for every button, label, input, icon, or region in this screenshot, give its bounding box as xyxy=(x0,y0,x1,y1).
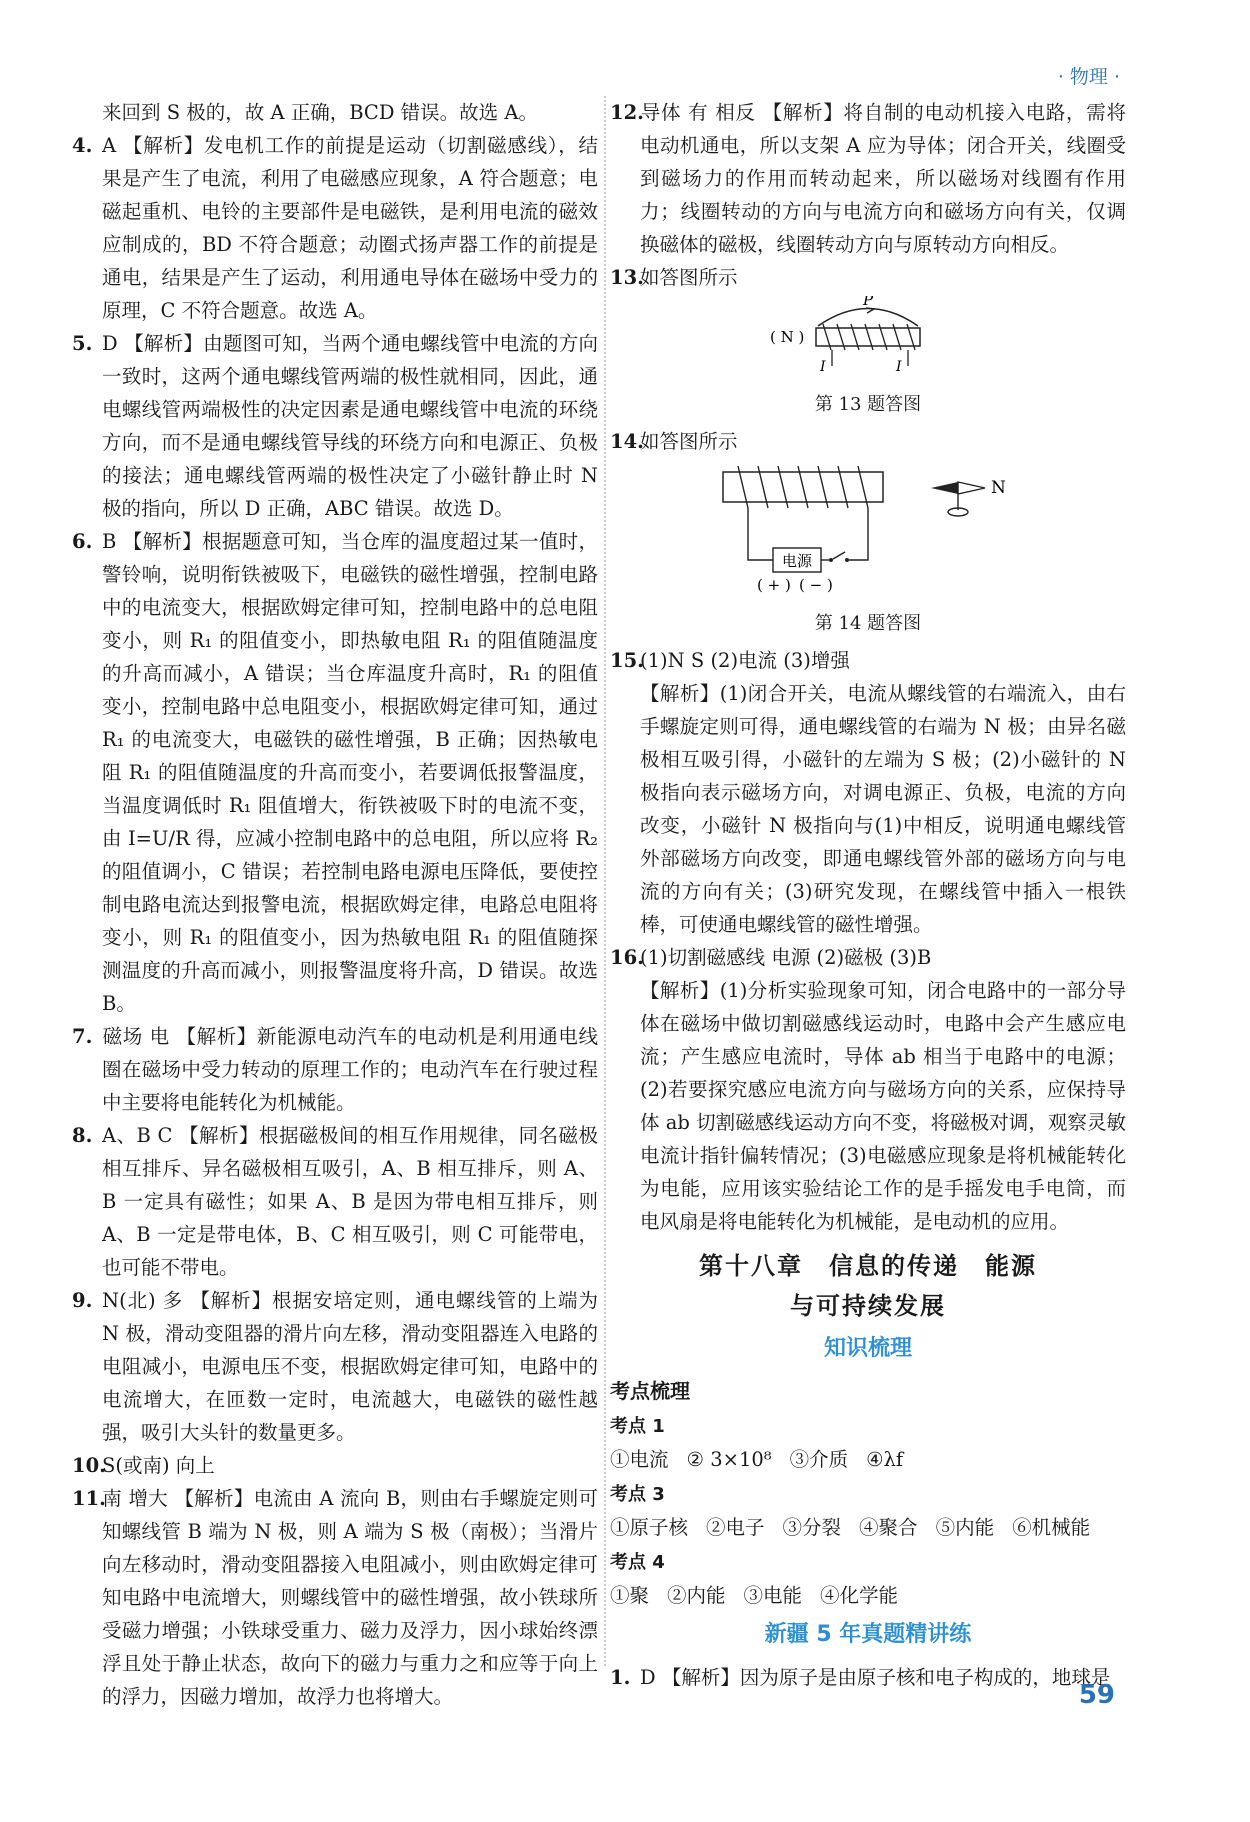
answer-item-16-analysis: 【解析】(1)分析实验现象可知，闭合电路中的一部分导体在磁场中做切割磁感线运动时，电路中会产生感应电流；产生感应电流时，导体 ab 相当于电路中的电源；(2)若要探究感应电流方向与磁场方向的关系，应保持导体 ab 切割磁感线运动方向不变，将磁极对调，观察灵敏电流计指针偏转情况；(3)电磁感应现象是将机械能转化为电能，应用该实验结论工作的是手摇发电手电筒，而电风扇是将电能转化为机械能，是电动机的应用。 xyxy=(640,979,1126,1233)
page-header: · 物理 · xyxy=(1057,66,1120,88)
answer-item-13: 13.如答图所示 xyxy=(610,266,738,289)
label-minus: ( − ) xyxy=(799,576,833,594)
answer-item-10: 10.S(或南) 向上 xyxy=(72,1454,215,1477)
section-title-2: 新疆 5 年真题精讲练 xyxy=(764,1622,972,1647)
figure-14 xyxy=(610,460,1126,605)
label-n: ( N ) xyxy=(770,328,805,346)
answer-item-9: 9. N(北) 多 【解析】根据安培定则，通电螺线管的上端为 N 极，滑动变阻器的滑片向左移，滑动变阻器连入电路的电阻减小，电源电压不变，根据欧姆定律可知，电路中的电流增大，在匝数一定时，电流越大，电磁铁的磁性越强，吸引大头针的数量更多。 xyxy=(72,1289,598,1444)
answer-item-1: 1. D 【解析】因为原子是由原子核和电子构成的，地球是 xyxy=(610,1666,1111,1689)
left-column xyxy=(72,96,598,1713)
label-plus: ( + ) xyxy=(757,576,791,594)
kaodian-answers-4: ①聚 ②内能 ③电能 ④化学能 xyxy=(610,1584,899,1607)
subsection-title: 考点梳理 xyxy=(610,1379,690,1403)
kaodian-answers-3: ①原子核 ②电子 ③分裂 ④聚合 ⑤内能 ⑥机械能 xyxy=(610,1516,1091,1539)
kaodian-answers-1: ①电流 ② 3×10⁸ ③介质 ④λf xyxy=(610,1448,904,1471)
answer-item-15-analysis: 【解析】(1)闭合开关，电流从螺线管的右端流入，由右手螺旋定则可得，通电螺线管的右端为 N 极；由异名磁极相互吸引得，小磁针的左端为 S 极；(2)小磁针的 N 极指向表示磁场方向，对调电源正、负极，电流的方向改变，小磁针 N 极指向与(1)中相反，说明通电螺线管外部磁场方向改变，即通电螺线管外部的磁场方向与电流的方向有关；(3)研究发现，在螺线管中插入一根铁棒，可使通电螺线管的磁性增强。 xyxy=(640,682,1126,936)
section-title: 知识梳理 xyxy=(823,1336,912,1361)
answer-item-15: 15.(1)N S (2)电流 (3)增强 xyxy=(610,649,850,672)
answer-item-12: 12.导体 有 相反 【解析】将自制的电动机接入电路，需将电动机通电，所以支架 A 应为导体；闭合开关，线圈受到磁场力的作用而转动起来，所以磁场对线圈有作用力；线圈转动的方向与电流方向和磁场方向有关，仅调换磁体的磁极，线圈转动方向与原转动方向相反。 xyxy=(610,101,1126,256)
kaodian-label-3: 考点 3 xyxy=(610,1484,665,1505)
label-needle-n: N xyxy=(991,478,1006,498)
label-p: P xyxy=(862,296,874,309)
figure-13 xyxy=(610,296,1126,386)
column-divider xyxy=(604,96,606,1666)
answer-item-4: 4. A 【解析】发电机工作的前提是运动（切割磁感线），结果是产生了电流，利用了电磁感应现象，A 符合题意；电磁起重机、电铃的主要部件是电磁铁，是利用电流的磁效应制成的，BD 不符合题意；动圈式扬声器工作的前提是通电，结果是产生了运动，利用通电导体在磁场中受力的原理，C 不符合题意。故选 A。 xyxy=(72,134,598,322)
label-i-left: I xyxy=(820,359,826,375)
page-number: 59 xyxy=(1078,1680,1115,1710)
kaodian-label-4: 考点 4 xyxy=(610,1552,665,1573)
solenoid-diagram xyxy=(768,296,968,376)
answer-item: 来回到 S 极的，故 A 正确，BCD 错误。故选 A。 xyxy=(102,101,538,124)
answer-item-7: 7. 磁场 电 【解析】新能源电动汽车的电动机是利用通电线圈在磁场中受力转动的原理工作的；电动汽车在行驶过程中主要将电能转化为机械能。 xyxy=(72,1025,598,1114)
answer-item-14: 14.如答图所示 xyxy=(610,430,738,453)
answer-item-5: 5. D 【解析】由题图可知，当两个通电螺线管中电流的方向一致时，这两个通电螺线管两端的极性就相同，因此，通电螺线管两端极性的决定因素是通电螺线管中电流的环绕方向，而不是通电螺线管导线的环绕方向和电源正、负极的接法；通电螺线管两端的极性决定了小磁针静止时 N 极的指向，所以 D 正确，ABC 错误。故选 D。 xyxy=(72,332,598,520)
answer-item-16: 16.(1)切割磁感线 电源 (2)磁极 (3)B xyxy=(610,946,932,969)
kaodian-label-1: 考点 1 xyxy=(610,1416,665,1437)
right-column xyxy=(610,96,1126,1694)
answer-item-6: 6. B 【解析】根据题意可知，当仓库的温度超过某一值时，警铃响，说明衔铁被吸下，电磁铁的磁性增强，控制电路中的电流变大，根据欧姆定律可知，控制电路中的总电阻变小，则 R₁ 的阻值变小，即热敏电阻 R₁ 的阻值随温度的升高而减小，A 错误；当仓库温度升高时，R₁ 的阻值变小，控制电路中总电阻变小，根据欧姆定律可知，通过 R₁ 的电流变大，电磁铁的磁性增强，B 正确；因热敏电阻 R₁ 的阻值随温度的升高而变小，若要调低报警温度，当温度调低时 R₁ 阻值增大，衔铁被吸下时的电流不变，由 I=U/R 得，应减小控制电路中的总电阻，所以应将 R₂ 的阻值调小，C 错误；若控制电路电源电压降低，要使控制电路电流达到报警电流，根据欧姆定律，电路总电阻将变小，则 R₁ 的阻值变小，因为热敏电阻 R₁ 的阻值随探测温度的升高而减小，则报警温度将升高，D 错误。故选 B。 xyxy=(72,530,598,1015)
chapter-title: 第十八章 信息的传递 能源 与可持续发展 xyxy=(699,1251,1037,1320)
label-i-right: I xyxy=(896,359,902,375)
figure-13-caption: 第 13 题答图 xyxy=(814,394,922,415)
answer-item-8: 8. A、B C 【解析】根据磁极间的相互作用规律，同名磁极相互排斥、异名磁极相互吸引，A、B 相互排斥，则 A、B 一定具有磁性；如果 A、B 是因为带电相互排斥，则 A、B 一定是带电体，B、C 相互吸引，则 C 可能带电，也可能不带电。 xyxy=(72,1124,598,1279)
figure-14-caption: 第 14 题答图 xyxy=(814,613,922,634)
answer-item-11: 11.南 增大 【解析】电流由 A 流向 B，则由右手螺旋定则可知螺线管 B 端为 N 极，则 A 端为 S 极（南极）；当滑片向左移动时，滑动变阻器接入电阻减小，则由欧姆定律可知电路中电流增大，则螺线管中的磁性增强，故小铁球所受磁力增强；小铁球受重力、磁力及浮力，因小球始终漂浮且处于静止状态，故向下的磁力与重力之和应等于向上的浮力，因磁力增加，故浮力也将增大。 xyxy=(72,1487,598,1708)
label-power-source: 电源 xyxy=(781,552,813,570)
circuit-diagram xyxy=(713,460,1023,595)
